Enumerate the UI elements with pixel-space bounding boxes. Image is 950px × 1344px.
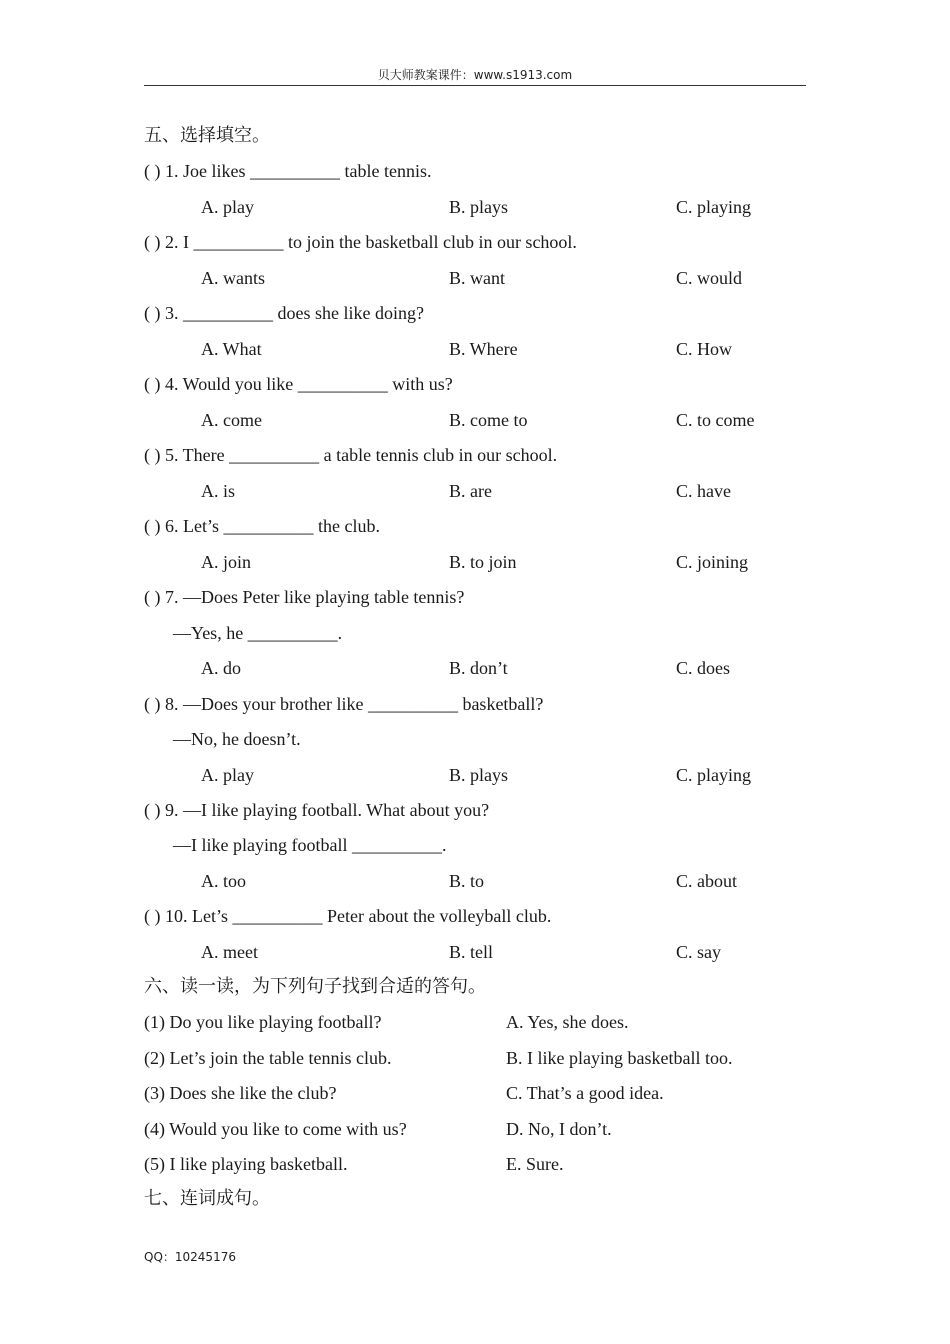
match-answer-a: A. Yes, she does. xyxy=(506,1012,629,1032)
question-3-stem: ( ) 3. __________ does she like doing? xyxy=(144,303,424,323)
question-9-option-a: A. too xyxy=(201,871,246,891)
question-9-stem: ( ) 9. —I like playing football. What about you? xyxy=(144,800,490,820)
question-10-option-a: A. meet xyxy=(201,942,258,962)
question-1-option-c: C. playing xyxy=(676,197,751,217)
question-6-option-b: B. to join xyxy=(449,552,517,572)
question-1-option-b: B. plays xyxy=(449,197,509,217)
question-4-stem: ( ) 4. Would you like __________ with us? xyxy=(144,374,453,394)
question-7-option-a: A. do xyxy=(201,658,241,678)
question-7-stem: ( ) 7. —Does Peter like playing table tennis? xyxy=(144,587,465,607)
question-5-option-c: C. have xyxy=(676,481,731,501)
question-9-option-c: C. about xyxy=(676,871,737,891)
page-footer: QQ：10245176 xyxy=(144,1250,236,1264)
question-2-option-b: B. want xyxy=(449,268,505,288)
match-answer-c: C. That’s a good idea. xyxy=(506,1083,664,1103)
match-answer-d: D. No, I don’t. xyxy=(506,1119,612,1139)
question-10-option-b: B. tell xyxy=(449,942,493,962)
question-8-option-a: A. play xyxy=(201,765,254,785)
question-8-option-c: C. playing xyxy=(676,765,751,785)
question-2-option-c: C. would xyxy=(676,268,743,288)
question-1-stem: ( ) 1. Joe likes __________ table tennis. xyxy=(144,161,432,181)
section-5-title: 五、选择填空。 xyxy=(144,125,270,146)
question-6-stem: ( ) 6. Let’s __________ the club. xyxy=(144,516,380,536)
question-9-option-b: B. to xyxy=(449,871,485,891)
question-4-option-c: C. to come xyxy=(676,410,755,430)
question-8-option-b: B. plays xyxy=(449,765,509,785)
match-question-2: (2) Let’s join the table tennis club. xyxy=(144,1048,392,1068)
question-7-option-b: B. don’t xyxy=(449,658,508,678)
section-6-title: 六、读一读，为下列句子找到合适的答句。 xyxy=(144,976,486,997)
question-9-reply: —I like playing football __________. xyxy=(173,835,447,855)
header-divider xyxy=(144,85,806,86)
question-8-reply: —No, he doesn’t. xyxy=(173,729,301,749)
question-6-option-a: A. join xyxy=(201,552,252,572)
question-4-option-b: B. come to xyxy=(449,410,528,430)
question-8-stem: ( ) 8. —Does your brother like __________ basketball? xyxy=(144,694,544,714)
match-answer-e: E. Sure. xyxy=(506,1154,564,1174)
question-7-option-c: C. does xyxy=(676,658,730,678)
question-2-stem: ( ) 2. I __________ to join the basketball club in our school. xyxy=(144,232,577,252)
question-1-option-a: A. play xyxy=(201,197,254,217)
question-10-stem: ( ) 10. Let’s __________ Peter about the volleyball club. xyxy=(144,906,552,926)
match-question-4: (4) Would you like to come with us? xyxy=(144,1119,407,1139)
question-3-option-a: A. What xyxy=(201,339,262,359)
question-6-option-c: C. joining xyxy=(676,552,749,572)
question-2-option-a: A. wants xyxy=(201,268,265,288)
question-4-option-a: A. come xyxy=(201,410,262,430)
page-header: 贝大师教案课件：www.s1913.com xyxy=(377,68,573,82)
question-5-option-a: A. is xyxy=(201,481,236,501)
question-5-option-b: B. are xyxy=(449,481,492,501)
match-question-3: (3) Does she like the club? xyxy=(144,1083,337,1103)
question-3-option-c: C. How xyxy=(676,339,733,359)
question-5-stem: ( ) 5. There __________ a table tennis club in our school. xyxy=(144,445,558,465)
match-answer-b: B. I like playing basketball too. xyxy=(506,1048,733,1068)
match-question-1: (1) Do you like playing football? xyxy=(144,1012,382,1032)
question-10-option-c: C. say xyxy=(676,942,721,962)
question-7-reply: —Yes, he __________. xyxy=(173,623,343,643)
match-question-5: (5) I like playing basketball. xyxy=(144,1154,348,1174)
question-3-option-b: B. Where xyxy=(449,339,518,359)
section-7-title: 七、连词成句。 xyxy=(144,1188,270,1209)
